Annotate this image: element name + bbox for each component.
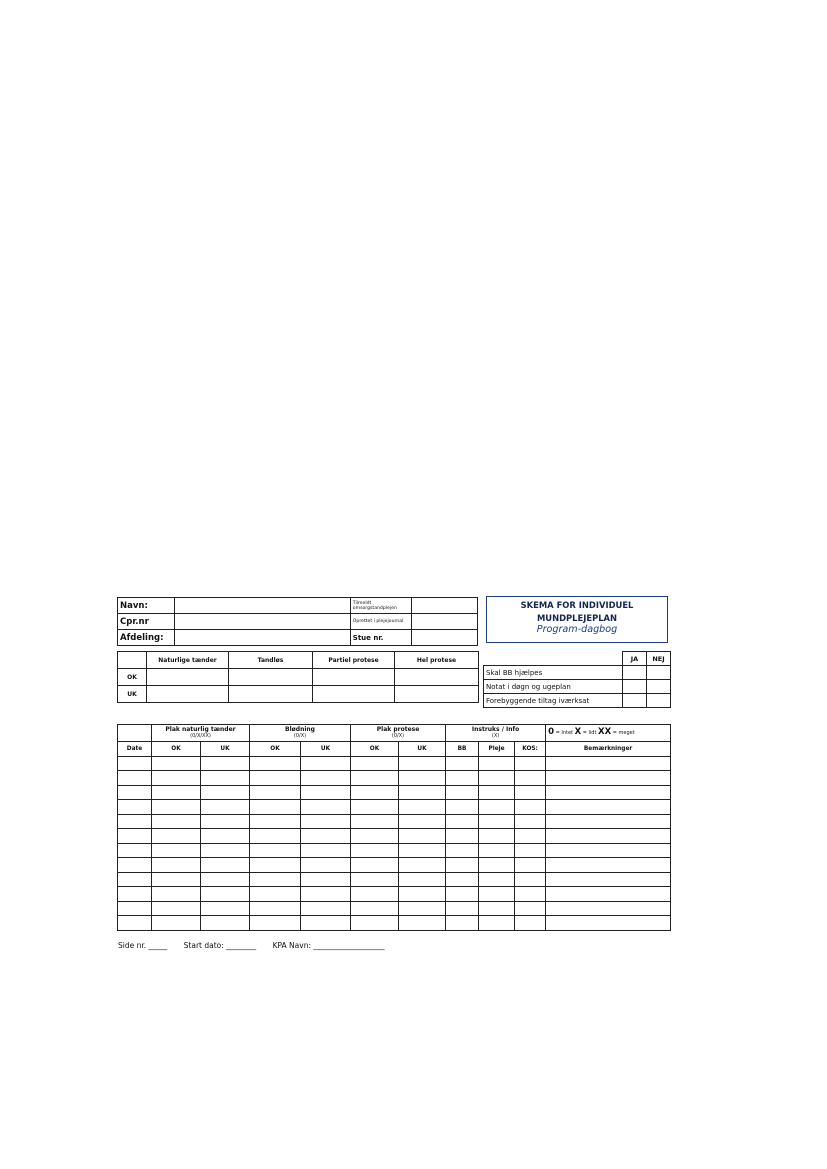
diary-cell[interactable]	[515, 814, 546, 829]
diary-cell[interactable]	[201, 872, 250, 887]
diary-cell[interactable]	[446, 872, 479, 887]
diary-cell[interactable]	[301, 887, 351, 902]
group-header-plak-naturlig	[152, 725, 250, 742]
status-corner	[118, 652, 147, 669]
dental-status-table	[117, 651, 479, 703]
ja-header: JA	[623, 652, 647, 666]
diary-cell[interactable]	[446, 814, 479, 829]
diary-row	[118, 916, 671, 931]
diary-cell[interactable]	[479, 800, 515, 815]
diary-cell[interactable]	[546, 814, 671, 829]
diary-cell[interactable]	[351, 814, 399, 829]
diary-cell[interactable]	[152, 800, 201, 815]
diary-cell[interactable]	[515, 785, 546, 800]
diary-cell[interactable]	[399, 872, 446, 887]
diary-cell[interactable]	[351, 887, 399, 902]
tilmeldt-field[interactable]	[412, 598, 478, 614]
diary-cell[interactable]	[152, 887, 201, 902]
diary-cell[interactable]	[399, 814, 446, 829]
form-footer	[118, 941, 399, 950]
date-header: Date	[118, 742, 152, 757]
diary-cell[interactable]	[399, 785, 446, 800]
diary-cell[interactable]	[301, 771, 351, 786]
form-subtitle: Program-dagbog	[536, 624, 618, 635]
diary-cell[interactable]	[152, 771, 201, 786]
diary-cell[interactable]	[250, 858, 301, 873]
diary-cell[interactable]	[351, 771, 399, 786]
diary-cell[interactable]	[201, 901, 250, 916]
diary-cell[interactable]	[351, 843, 399, 858]
diary-cell[interactable]	[515, 872, 546, 887]
diary-cell[interactable]	[515, 858, 546, 873]
status-cell[interactable]	[395, 669, 479, 686]
diary-cell[interactable]	[399, 756, 446, 771]
diary-cell[interactable]	[250, 887, 301, 902]
kpa-name-field[interactable]: KPA Navn: ___________________	[272, 941, 385, 950]
diary-cell[interactable]	[152, 858, 201, 873]
diary-cell[interactable]	[152, 901, 201, 916]
diary-cell[interactable]	[479, 814, 515, 829]
diary-cell[interactable]	[118, 814, 152, 829]
diary-cell[interactable]	[515, 771, 546, 786]
legend-xx: XX	[598, 727, 612, 738]
diary-cell[interactable]	[152, 814, 201, 829]
yesno-corner	[484, 652, 623, 666]
legend-xx-text: = meget	[612, 730, 635, 737]
diary-cell[interactable]	[351, 916, 399, 931]
diary-row	[118, 814, 671, 829]
diary-cell[interactable]	[201, 887, 250, 902]
legend-cell	[546, 725, 671, 742]
oprettet-field[interactable]	[412, 614, 478, 630]
diary-cell[interactable]	[399, 887, 446, 902]
diary-cell[interactable]	[118, 843, 152, 858]
diary-cell[interactable]	[446, 756, 479, 771]
form-title-box	[486, 596, 668, 643]
legend-zero-text: = Intet	[555, 730, 573, 737]
diary-cell[interactable]	[479, 916, 515, 931]
navn-field[interactable]	[175, 598, 350, 614]
diary-cell[interactable]	[250, 829, 301, 844]
diary-cell[interactable]	[250, 901, 301, 916]
status-col-header: Hel protese	[395, 652, 479, 669]
cpr-field[interactable]	[175, 614, 350, 630]
navn-label: Navn:	[118, 598, 175, 614]
diary-cell[interactable]	[446, 916, 479, 931]
diary-cell[interactable]	[250, 814, 301, 829]
group-header-instruks	[446, 725, 546, 742]
status-row-label: UK	[118, 686, 147, 703]
afdeling-label: Afdeling:	[118, 630, 175, 646]
diary-cell[interactable]	[351, 800, 399, 815]
ok-header: OK	[250, 742, 301, 757]
diary-cell[interactable]	[515, 901, 546, 916]
diary-cell[interactable]	[399, 800, 446, 815]
diary-cell[interactable]	[546, 843, 671, 858]
diary-cell[interactable]	[118, 901, 152, 916]
group-label: Plak naturlig tænder	[165, 725, 236, 733]
uk-header: UK	[201, 742, 250, 757]
status-col-header: Naturlige tænder	[147, 652, 229, 669]
group-sub: (0/X/XX)	[190, 733, 211, 739]
diary-cell[interactable]	[446, 887, 479, 902]
yesno-row-label: Notat i døgn og ugeplan	[484, 680, 623, 694]
ja-checkbox[interactable]	[623, 666, 647, 680]
status-cell[interactable]	[147, 686, 229, 703]
diary-cell[interactable]	[351, 872, 399, 887]
diary-cell[interactable]	[399, 916, 446, 931]
diary-cell[interactable]	[546, 901, 671, 916]
diary-cell[interactable]	[152, 916, 201, 931]
status-cell[interactable]	[147, 669, 229, 686]
diary-cell[interactable]	[118, 829, 152, 844]
status-cell[interactable]	[313, 686, 395, 703]
diary-cell[interactable]	[250, 916, 301, 931]
diary-cell[interactable]	[446, 785, 479, 800]
diary-cell[interactable]	[201, 756, 250, 771]
group-header-plak-protese	[351, 725, 446, 742]
diary-cell[interactable]	[399, 829, 446, 844]
yesno-row-label: Forebyggende tiltag iværksat	[484, 694, 623, 708]
patient-info-table	[117, 597, 478, 646]
afdeling-field[interactable]	[175, 630, 350, 646]
diary-row	[118, 901, 671, 916]
diary-row	[118, 829, 671, 844]
diary-cell[interactable]	[399, 901, 446, 916]
legend-zero: 0	[548, 727, 554, 738]
diary-cell[interactable]	[118, 771, 152, 786]
pleje-header: Pleje	[479, 742, 515, 757]
diary-cell[interactable]	[479, 858, 515, 873]
diary-cell[interactable]	[515, 887, 546, 902]
bb-header: BB	[446, 742, 479, 757]
nej-header: NEJ	[647, 652, 671, 666]
diary-row	[118, 887, 671, 902]
diary-cell[interactable]	[515, 843, 546, 858]
diary-cell[interactable]	[515, 756, 546, 771]
diary-cell[interactable]	[546, 887, 671, 902]
ja-checkbox[interactable]	[623, 680, 647, 694]
oprettet-label: Oprettet i plejejournal	[350, 614, 412, 630]
diary-cell[interactable]	[250, 771, 301, 786]
legend-x-text: = lidt	[582, 730, 597, 737]
stue-label: Stue nr.	[350, 630, 412, 646]
uk-header: UK	[399, 742, 446, 757]
stue-field[interactable]	[412, 630, 478, 646]
diary-corner	[118, 725, 152, 742]
nej-checkbox[interactable]	[647, 666, 671, 680]
start-date-field[interactable]: Start dato: ________	[183, 941, 257, 950]
diary-cell[interactable]	[479, 843, 515, 858]
diary-cell[interactable]	[301, 916, 351, 931]
group-label: Plak protese	[376, 725, 420, 733]
status-cell[interactable]	[313, 669, 395, 686]
diary-cell[interactable]	[118, 887, 152, 902]
side-nr-field[interactable]: Side nr. _____	[118, 941, 168, 950]
status-cell[interactable]	[229, 669, 313, 686]
diary-cell[interactable]	[546, 829, 671, 844]
group-label: Blødning	[285, 725, 315, 733]
form-title-line1: SKEMA FOR INDIVIDUEL	[520, 600, 634, 610]
diary-cell[interactable]	[546, 785, 671, 800]
diary-cell[interactable]	[250, 872, 301, 887]
diary-cell[interactable]	[446, 829, 479, 844]
diary-cell[interactable]	[250, 843, 301, 858]
diary-cell[interactable]	[301, 800, 351, 815]
diary-cell[interactable]	[446, 771, 479, 786]
diary-cell[interactable]	[351, 901, 399, 916]
nej-checkbox[interactable]	[647, 680, 671, 694]
diary-cell[interactable]	[515, 800, 546, 815]
kos-header: KOS:	[515, 742, 546, 757]
group-sub: (0/X)	[391, 733, 405, 739]
diary-cell[interactable]	[118, 916, 152, 931]
diary-cell[interactable]	[479, 872, 515, 887]
diary-cell[interactable]	[201, 843, 250, 858]
diary-cell[interactable]	[479, 901, 515, 916]
diary-cell[interactable]	[351, 756, 399, 771]
diary-cell[interactable]	[152, 872, 201, 887]
status-col-header: Partiel protese	[313, 652, 395, 669]
diary-cell[interactable]	[351, 785, 399, 800]
diary-row	[118, 756, 671, 771]
group-sub: (X)	[491, 733, 500, 739]
diary-cell[interactable]	[446, 901, 479, 916]
diary-cell[interactable]	[546, 756, 671, 771]
diary-cell[interactable]	[301, 785, 351, 800]
diary-cell[interactable]	[301, 843, 351, 858]
diary-cell[interactable]	[446, 800, 479, 815]
diary-cell[interactable]	[152, 756, 201, 771]
status-row-label: OK	[118, 669, 147, 686]
diary-cell[interactable]	[479, 887, 515, 902]
cpr-label: Cpr.nr	[118, 614, 175, 630]
diary-cell[interactable]	[152, 829, 201, 844]
diary-cell[interactable]	[301, 814, 351, 829]
nej-checkbox[interactable]	[647, 694, 671, 708]
diary-cell[interactable]	[301, 901, 351, 916]
diary-cell[interactable]	[201, 814, 250, 829]
ok-header: OK	[351, 742, 399, 757]
diary-cell[interactable]	[546, 771, 671, 786]
diary-cell[interactable]	[250, 785, 301, 800]
diary-cell[interactable]	[351, 829, 399, 844]
diary-cell[interactable]	[301, 829, 351, 844]
group-label: Instruks / Info	[471, 725, 520, 733]
ok-header: OK	[152, 742, 201, 757]
diary-row	[118, 785, 671, 800]
diary-cell[interactable]	[118, 800, 152, 815]
diary-cell[interactable]	[479, 829, 515, 844]
status-cell[interactable]	[395, 686, 479, 703]
diary-cell[interactable]	[515, 829, 546, 844]
group-sub: (0/X)	[293, 733, 307, 739]
diary-cell[interactable]	[479, 756, 515, 771]
tilmeldt-label: Tilmeldt omsorgstandplejen	[350, 598, 412, 614]
diary-cell[interactable]	[152, 843, 201, 858]
status-cell[interactable]	[229, 686, 313, 703]
diary-row	[118, 872, 671, 887]
diary-cell[interactable]	[399, 771, 446, 786]
diary-cell[interactable]	[301, 756, 351, 771]
diary-cell[interactable]	[446, 858, 479, 873]
yesno-row-label: Skal BB hjælpes	[484, 666, 623, 680]
diary-row	[118, 771, 671, 786]
diary-row	[118, 800, 671, 815]
diary-cell[interactable]	[118, 858, 152, 873]
diary-cell[interactable]	[201, 829, 250, 844]
diary-table	[117, 724, 671, 931]
diary-cell[interactable]	[201, 785, 250, 800]
diary-cell[interactable]	[118, 785, 152, 800]
legend-x: X	[574, 727, 582, 738]
diary-cell[interactable]	[546, 800, 671, 815]
diary-row	[118, 843, 671, 858]
diary-cell[interactable]	[399, 858, 446, 873]
diary-cell[interactable]	[446, 843, 479, 858]
diary-cell[interactable]	[301, 872, 351, 887]
diary-cell[interactable]	[351, 858, 399, 873]
diary-row	[118, 858, 671, 873]
form-title-line2: MUNDPLEJEPLAN	[536, 613, 618, 623]
group-header-blodning	[250, 725, 351, 742]
diary-cell[interactable]	[152, 785, 201, 800]
diary-cell[interactable]	[301, 858, 351, 873]
diary-cell[interactable]	[250, 756, 301, 771]
diary-cell[interactable]	[118, 756, 152, 771]
remarks-header: Bemærkninger	[546, 742, 671, 757]
diary-cell[interactable]	[201, 916, 250, 931]
diary-cell[interactable]	[201, 858, 250, 873]
diary-cell[interactable]	[546, 858, 671, 873]
ja-checkbox[interactable]	[623, 694, 647, 708]
diary-cell[interactable]	[479, 771, 515, 786]
diary-cell[interactable]	[118, 872, 152, 887]
diary-cell[interactable]	[201, 800, 250, 815]
diary-cell[interactable]	[250, 800, 301, 815]
diary-cell[interactable]	[399, 843, 446, 858]
diary-cell[interactable]	[515, 916, 546, 931]
diary-cell[interactable]	[546, 872, 671, 887]
diary-cell[interactable]	[201, 771, 250, 786]
diary-cell[interactable]	[546, 916, 671, 931]
yes-no-table	[483, 651, 671, 708]
diary-cell[interactable]	[479, 785, 515, 800]
uk-header: UK	[301, 742, 351, 757]
status-col-header: Tandløs	[229, 652, 313, 669]
